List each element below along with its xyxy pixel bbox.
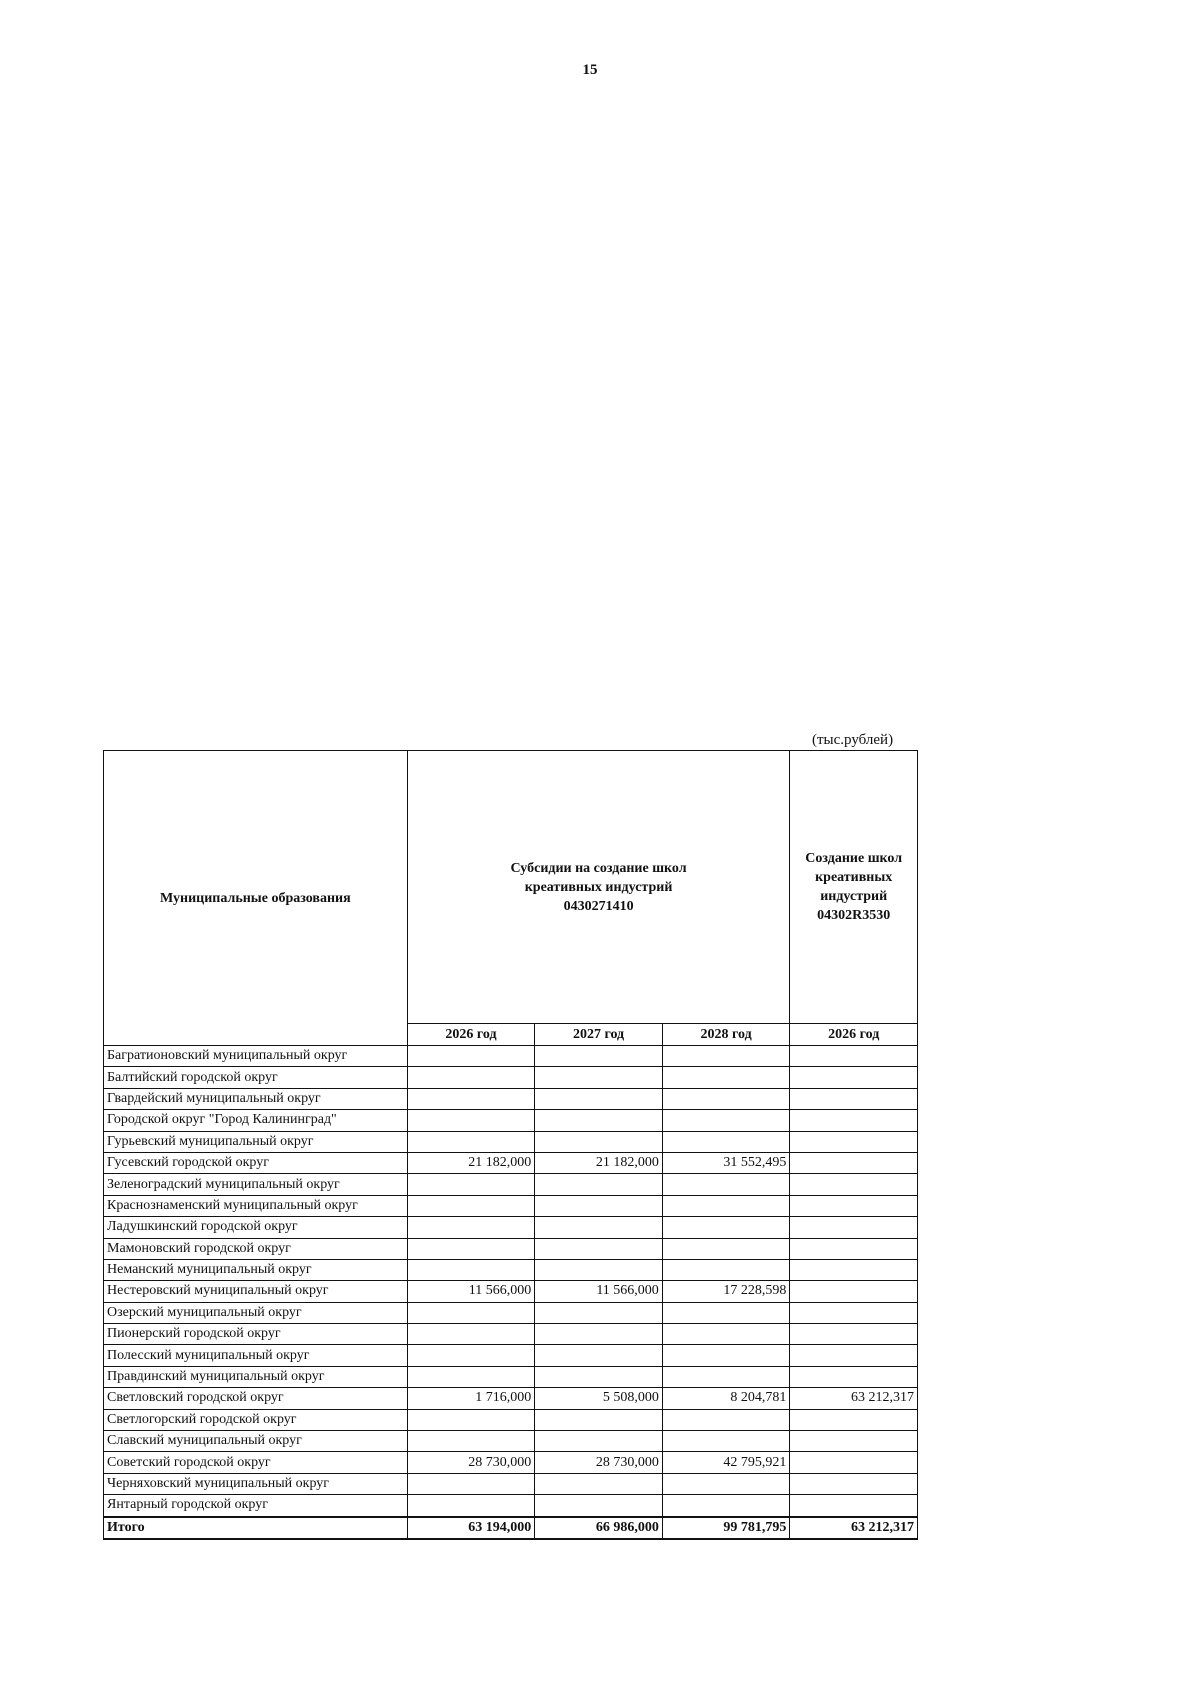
subsidy-table [103,750,918,1540]
value-cell: 11 566,000 [535,1281,663,1302]
value-cell [790,1409,918,1430]
value-cell [407,1495,535,1517]
value-cell [407,1067,535,1088]
table-row [104,1409,918,1430]
municipality-name: Нестеровский муниципальный округ [104,1281,408,1302]
table-body [104,1046,918,1517]
header-year: 2026 год [407,1024,535,1046]
value-cell [535,1174,663,1195]
value-cell [662,1366,790,1387]
value-cell [790,1217,918,1238]
value-cell [790,1088,918,1109]
value-cell [407,1110,535,1131]
municipality-name: Неманский муниципальный округ [104,1259,408,1280]
value-cell [662,1409,790,1430]
value-cell: 63 212,317 [790,1388,918,1409]
value-cell [407,1174,535,1195]
municipality-name: Городской округ "Город Калининград" [104,1110,408,1131]
value-cell [407,1473,535,1494]
municipality-name: Мамоновский городской округ [104,1238,408,1259]
value-cell [790,1046,918,1067]
header-group-creation-title: Создание школ креативных индустрий [805,851,903,904]
value-cell [790,1131,918,1152]
value-cell [790,1238,918,1259]
value-cell [535,1131,663,1152]
value-cell [535,1217,663,1238]
header-group-subsidies-code: 0430271410 [563,898,634,914]
total-cell: 66 986,000 [535,1517,663,1539]
municipality-name: Светлогорский городской округ [104,1409,408,1430]
municipality-name: Балтийский городской округ [104,1067,408,1088]
value-cell [662,1067,790,1088]
value-cell [407,1088,535,1109]
value-cell [662,1195,790,1216]
total-label: Итого [104,1517,408,1539]
municipality-name: Краснознаменский муниципальный округ [104,1195,408,1216]
value-cell [535,1088,663,1109]
municipality-name: Черняховский муниципальный округ [104,1473,408,1494]
value-cell [790,1452,918,1473]
value-cell [535,1473,663,1494]
table-row [104,1046,918,1067]
value-cell [662,1238,790,1259]
value-cell [662,1431,790,1452]
value-cell [790,1174,918,1195]
value-cell: 11 566,000 [407,1281,535,1302]
total-cell: 63 212,317 [790,1517,918,1539]
value-cell [535,1345,663,1366]
value-cell [662,1324,790,1345]
value-cell: 17 228,598 [662,1281,790,1302]
value-cell [790,1152,918,1173]
value-cell [407,1046,535,1067]
table-row [104,1324,918,1345]
municipality-name: Гурьевский муниципальный округ [104,1131,408,1152]
table-row [104,1174,918,1195]
table-row [104,1388,918,1409]
value-cell [790,1495,918,1517]
municipality-name: Зеленоградский муниципальный округ [104,1174,408,1195]
table-row [104,1259,918,1280]
value-cell [535,1324,663,1345]
value-cell [535,1195,663,1216]
value-cell [662,1495,790,1517]
value-cell [407,1324,535,1345]
header-group-creation-code: 04302R3530 [817,908,891,923]
value-cell [407,1131,535,1152]
municipality-name: Светловский городской округ [104,1388,408,1409]
table-row [104,1067,918,1088]
value-cell [407,1238,535,1259]
total-cell: 63 194,000 [407,1517,535,1539]
municipality-name: Пионерский городской округ [104,1324,408,1345]
municipality-name: Гвардейский муниципальный округ [104,1088,408,1109]
table-row [104,1495,918,1517]
page-number: 15 [582,62,598,78]
value-cell [407,1302,535,1323]
value-cell [790,1067,918,1088]
municipality-name: Багратионовский муниципальный округ [104,1046,408,1067]
value-cell [662,1302,790,1323]
value-cell [407,1195,535,1216]
value-cell: 21 182,000 [407,1152,535,1173]
value-cell: 42 795,921 [662,1452,790,1473]
value-cell [662,1088,790,1109]
municipality-name: Янтарный городской округ [104,1495,408,1517]
table-row [104,1366,918,1387]
value-cell [535,1366,663,1387]
header-group-subsidies [407,751,790,1024]
table-row [104,1152,918,1173]
value-cell [662,1131,790,1152]
municipality-name: Ладушкинский городской округ [104,1217,408,1238]
value-cell [790,1281,918,1302]
value-cell [790,1195,918,1216]
header-municipalities: Муниципальные образования [104,751,408,1046]
value-cell [535,1067,663,1088]
header-group-subsidies-title: Субсидии на создание школ креативных индустрий [510,860,687,895]
value-cell [790,1431,918,1452]
value-cell [790,1110,918,1131]
value-cell [662,1174,790,1195]
value-cell: 28 730,000 [407,1452,535,1473]
municipality-name: Гусевский городской округ [104,1152,408,1173]
value-cell [535,1302,663,1323]
table-row [104,1281,918,1302]
value-cell [790,1345,918,1366]
table-row [104,1431,918,1452]
value-cell: 31 552,495 [662,1152,790,1173]
value-cell [407,1366,535,1387]
value-cell [790,1259,918,1280]
value-cell [407,1345,535,1366]
value-cell [535,1259,663,1280]
table-row [104,1195,918,1216]
value-cell [535,1046,663,1067]
header-group-creation [790,751,918,1024]
value-cell [407,1409,535,1430]
value-cell [662,1217,790,1238]
unit-note: (тыс.рублей) [812,732,894,748]
municipality-name: Озерский муниципальный округ [104,1302,408,1323]
value-cell: 8 204,781 [662,1388,790,1409]
header-year: 2028 год [662,1024,790,1046]
header-year: 2027 год [535,1024,663,1046]
value-cell [535,1110,663,1131]
header-year: 2026 год [790,1024,918,1046]
value-cell: 5 508,000 [535,1388,663,1409]
table-row [104,1131,918,1152]
table-row [104,1473,918,1494]
value-cell [535,1431,663,1452]
table-row [104,1345,918,1366]
value-cell [407,1217,535,1238]
value-cell [662,1259,790,1280]
table-row [104,1110,918,1131]
value-cell [535,1409,663,1430]
municipality-name: Славский муниципальный округ [104,1431,408,1452]
value-cell [790,1366,918,1387]
municipality-name: Полесский муниципальный округ [104,1345,408,1366]
municipality-name: Советский городской округ [104,1452,408,1473]
table-row [104,1302,918,1323]
value-cell [662,1473,790,1494]
total-cell: 99 781,795 [662,1517,790,1539]
value-cell [790,1324,918,1345]
value-cell [662,1046,790,1067]
municipality-name: Правдинский муниципальный округ [104,1366,408,1387]
value-cell [790,1302,918,1323]
table-row [104,1238,918,1259]
table-row [104,1452,918,1473]
value-cell [407,1431,535,1452]
value-cell [662,1345,790,1366]
table-row [104,1088,918,1109]
value-cell [535,1238,663,1259]
value-cell [790,1473,918,1494]
value-cell: 1 716,000 [407,1388,535,1409]
total-row [104,1517,918,1539]
value-cell [407,1259,535,1280]
table-row [104,1217,918,1238]
value-cell [535,1495,663,1517]
value-cell: 28 730,000 [535,1452,663,1473]
value-cell [662,1110,790,1131]
value-cell: 21 182,000 [535,1152,663,1173]
